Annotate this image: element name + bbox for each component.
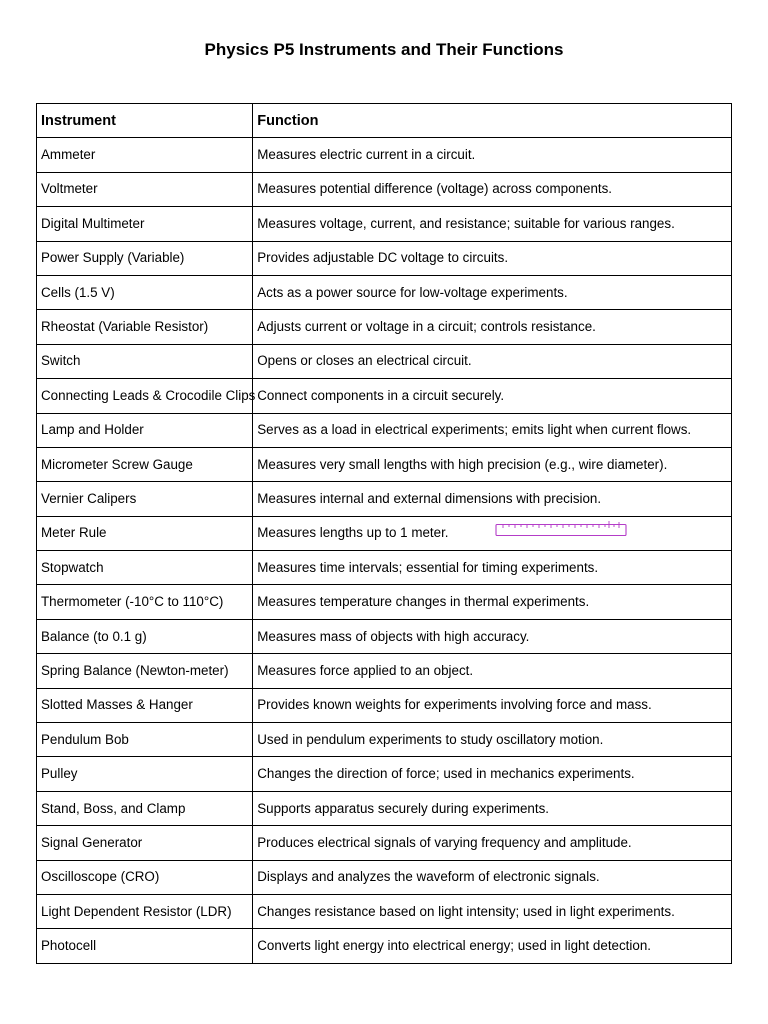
table-row — [37, 516, 732, 550]
table-row — [37, 826, 732, 860]
ruler-outline — [496, 525, 626, 536]
instrument-cell: Balance (to 0.1 g) — [37, 619, 253, 653]
table-row — [37, 723, 732, 757]
instrument-cell: Vernier Calipers — [37, 482, 253, 516]
function-cell: Opens or closes an electrical circuit. — [253, 344, 732, 378]
table-row — [37, 791, 732, 825]
table-row — [37, 551, 732, 585]
function-cell: Displays and analyzes the waveform of electronic signals. — [253, 860, 732, 894]
table-header-row — [37, 104, 732, 138]
table-row — [37, 138, 732, 172]
instrument-cell: Spring Balance (Newton-meter) — [37, 654, 253, 688]
instrument-cell: Meter Rule — [37, 516, 253, 550]
table-row — [37, 413, 732, 447]
table-row — [37, 447, 732, 481]
function-cell: Provides adjustable DC voltage to circuits. — [253, 241, 732, 275]
function-cell: Measures time intervals; essential for timing experiments. — [253, 551, 732, 585]
function-cell: Adjusts current or voltage in a circuit; controls resistance. — [253, 310, 732, 344]
instrument-cell: Power Supply (Variable) — [37, 241, 253, 275]
function-cell: Measures temperature changes in thermal experiments. — [253, 585, 732, 619]
function-cell: Provides known weights for experiments involving force and mass. — [253, 688, 732, 722]
instrument-cell: Oscilloscope (CRO) — [37, 860, 253, 894]
instrument-cell: Thermometer (-10°C to 110°C) — [37, 585, 253, 619]
instrument-cell: Slotted Masses & Hanger — [37, 688, 253, 722]
instrument-cell: Ammeter — [37, 138, 253, 172]
table-row — [37, 757, 732, 791]
instrument-cell: Digital Multimeter — [37, 207, 253, 241]
table-row — [37, 241, 732, 275]
instrument-cell: Lamp and Holder — [37, 413, 253, 447]
instrument-cell: Pulley — [37, 757, 253, 791]
function-cell: Measures force applied to an object. — [253, 654, 732, 688]
function-cell: Produces electrical signals of varying frequency and amplitude. — [253, 826, 732, 860]
table-row — [37, 894, 732, 928]
function-cell: Measures electric current in a circuit. — [253, 138, 732, 172]
instrument-cell: Connecting Leads & Crocodile Clips — [37, 379, 253, 413]
function-cell: Changes resistance based on light intensity; used in light experiments. — [253, 894, 732, 928]
function-cell: Acts as a power source for low-voltage experiments. — [253, 275, 732, 309]
function-cell: Used in pendulum experiments to study oscillatory motion. — [253, 723, 732, 757]
table-row — [37, 619, 732, 653]
instrument-cell: Micrometer Screw Gauge — [37, 447, 253, 481]
function-cell: Measures internal and external dimensions with precision. — [253, 482, 732, 516]
instrument-cell: Voltmeter — [37, 172, 253, 206]
function-cell: Measures potential difference (voltage) across components. — [253, 172, 732, 206]
instrument-cell: Rheostat (Variable Resistor) — [37, 310, 253, 344]
function-cell: Measures mass of objects with high accuracy. — [253, 619, 732, 653]
function-cell: Measures very small lengths with high precision (e.g., wire diameter). — [253, 447, 732, 481]
instrument-cell: Photocell — [37, 929, 253, 963]
table-row — [37, 344, 732, 378]
instrument-cell: Cells (1.5 V) — [37, 275, 253, 309]
instrument-cell: Switch — [37, 344, 253, 378]
table-row — [37, 929, 732, 963]
column-header-instrument: Instrument — [37, 104, 253, 138]
table-row — [37, 688, 732, 722]
page-title: Physics P5 Instruments and Their Functions — [204, 40, 564, 59]
instrument-cell: Light Dependent Resistor (LDR) — [37, 894, 253, 928]
function-cell: Measures voltage, current, and resistance; suitable for various ranges. — [253, 207, 732, 241]
function-cell: Converts light energy into electrical energy; used in light detection. — [253, 929, 732, 963]
instrument-cell: Pendulum Bob — [37, 723, 253, 757]
function-cell: Connect components in a circuit securely. — [253, 379, 732, 413]
table-row — [37, 310, 732, 344]
instruments-table — [36, 103, 732, 964]
table-row — [37, 379, 732, 413]
function-cell: Serves as a load in electrical experiments; emits light when current flows. — [253, 413, 732, 447]
function-cell: Changes the direction of force; used in mechanics experiments. — [253, 757, 732, 791]
function-cell: Supports apparatus securely during experiments. — [253, 791, 732, 825]
instrument-cell: Signal Generator — [37, 826, 253, 860]
table-row — [37, 585, 732, 619]
table-row — [37, 207, 732, 241]
ruler-sketch-icon — [495, 520, 627, 537]
table-row — [37, 860, 732, 894]
function-cell: Measures lengths up to 1 meter. — [253, 516, 732, 550]
instrument-cell: Stopwatch — [37, 551, 253, 585]
table-row — [37, 654, 732, 688]
column-header-function: Function — [253, 104, 732, 138]
table-row — [37, 275, 732, 309]
instrument-cell: Stand, Boss, and Clamp — [37, 791, 253, 825]
table-row — [37, 482, 732, 516]
table-row — [37, 172, 732, 206]
